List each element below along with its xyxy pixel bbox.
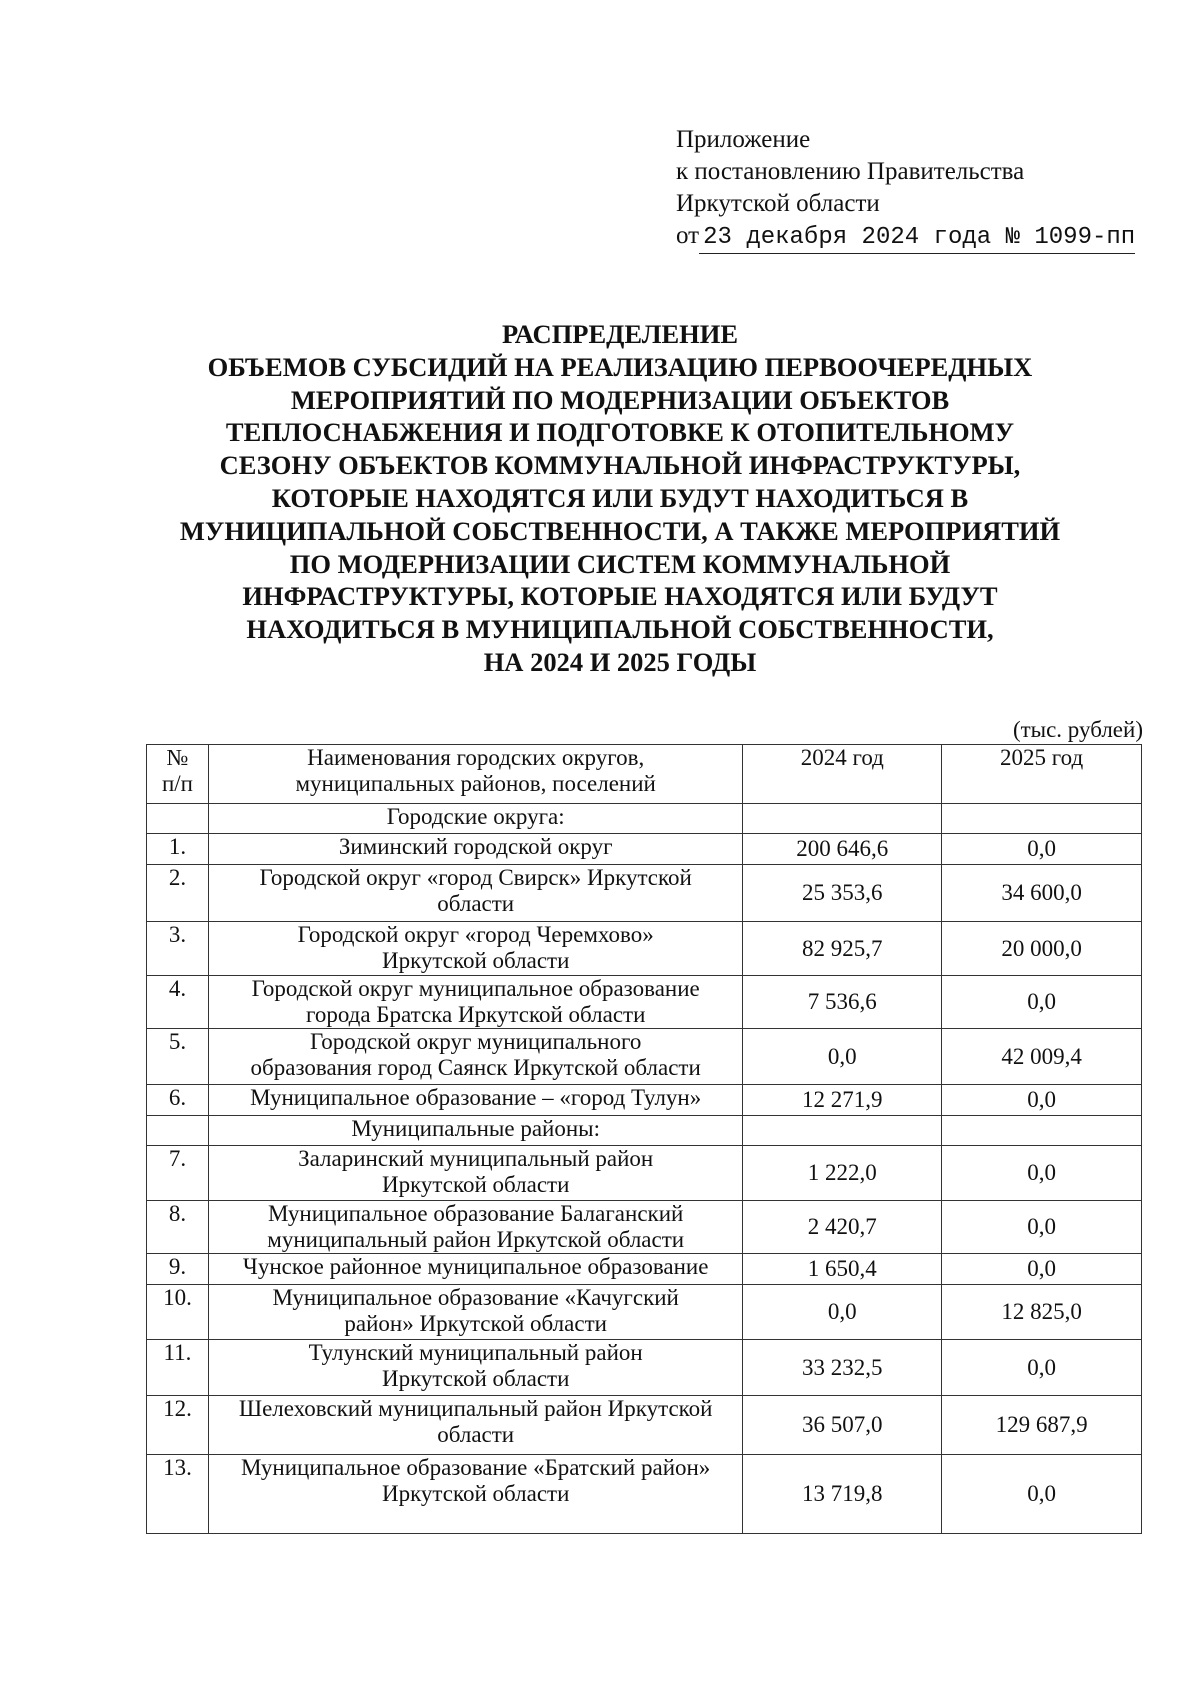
row-number: 11. — [147, 1340, 209, 1396]
value-2025: 42 009,4 — [942, 1029, 1142, 1085]
value-2024: 2 420,7 — [743, 1201, 942, 1254]
value-2024: 33 232,5 — [743, 1340, 942, 1396]
value-2025: 0,0 — [942, 1340, 1142, 1396]
municipality-name — [208, 1029, 742, 1085]
value-2024: 0,0 — [743, 1285, 942, 1340]
municipality-name-line: Заларинский муниципальный район — [298, 1146, 654, 1171]
title-line: МЕРОПРИЯТИЙ ПО МОДЕРНИЗАЦИИ ОБЪЕКТОВ — [290, 384, 950, 415]
title-line: КОТОРЫЕ НАХОДЯТСЯ ИЛИ БУДУТ НАХОДИТЬСЯ В — [271, 482, 969, 513]
municipality-name — [208, 1085, 742, 1116]
table-row — [147, 922, 1142, 976]
municipality-name — [208, 976, 742, 1029]
section-value-2025 — [942, 1116, 1142, 1146]
title-line: РАСПРЕДЕЛЕНИЕ — [501, 319, 739, 349]
row-number: 10. — [147, 1285, 209, 1340]
value-2025: 0,0 — [942, 1254, 1142, 1285]
row-number: 3. — [147, 922, 209, 976]
value-2025: 0,0 — [942, 834, 1142, 865]
section-label: Городские округа: — [208, 804, 742, 834]
municipality-name-line: Муниципальное образование «Качугский — [272, 1285, 679, 1310]
header-year-2025: 2025 год — [942, 745, 1142, 804]
table-header-row — [147, 745, 1142, 804]
subsidy-distribution-table — [146, 744, 1142, 1534]
section-value-2024 — [743, 804, 942, 834]
value-2025: 0,0 — [942, 1455, 1142, 1534]
municipality-name-line: Чунское районное муниципальное образование — [242, 1254, 709, 1279]
municipality-name — [208, 1455, 742, 1534]
value-2024: 12 271,9 — [743, 1085, 942, 1116]
municipality-name — [208, 834, 742, 865]
appendix-decree-line — [676, 220, 1135, 254]
value-2025: 0,0 — [942, 1085, 1142, 1116]
value-2025: 0,0 — [942, 976, 1142, 1029]
municipality-name — [208, 1340, 742, 1396]
municipality-name-line: Городской округ муниципального — [310, 1029, 642, 1054]
municipality-name-line: Зиминский городской округ — [338, 834, 613, 859]
municipality-name-line: Городской округ «город Черемхово» — [297, 922, 654, 947]
municipality-name-line: Иркутской области — [381, 948, 570, 973]
value-2024: 82 925,7 — [743, 922, 942, 976]
header-name-line2: муниципальных районов, поселений — [295, 771, 656, 796]
municipality-name-line: Тулунский муниципальный район — [308, 1340, 643, 1365]
table-row — [147, 976, 1142, 1029]
section-row — [147, 1116, 1142, 1146]
table-row — [147, 1146, 1142, 1201]
row-number: 4. — [147, 976, 209, 1029]
row-number: 9. — [147, 1254, 209, 1285]
value-2025: 20 000,0 — [942, 922, 1142, 976]
value-2024: 36 507,0 — [743, 1396, 942, 1455]
row-number: 12. — [147, 1396, 209, 1455]
header-name-line1: Наименования городских округов, — [307, 745, 645, 770]
table-row — [147, 1029, 1142, 1085]
header-number-abbr: п/п — [161, 771, 193, 796]
table-row — [147, 1201, 1142, 1254]
municipality-name-line: города Братска Иркутской области — [305, 1002, 646, 1027]
municipality-name — [208, 1396, 742, 1455]
section-number-cell — [147, 804, 209, 834]
municipality-name — [208, 1254, 742, 1285]
title-line: НА 2024 И 2025 ГОДЫ — [483, 646, 757, 677]
value-2024: 1 222,0 — [743, 1146, 942, 1201]
section-label: Муниципальные районы: — [208, 1116, 742, 1146]
header-year-2024: 2024 год — [743, 745, 942, 804]
municipality-name-line: области — [437, 891, 515, 916]
municipality-name-line: Шелеховский муниципальный район Иркутской — [238, 1396, 713, 1421]
municipality-name-line: Муниципальное образование – «город Тулун» — [250, 1085, 702, 1110]
row-number: 2. — [147, 865, 209, 922]
section-row — [147, 804, 1142, 834]
municipality-name-line: Иркутской области — [381, 1366, 570, 1391]
title-line: СЕЗОНУ ОБЪЕКТОВ КОММУНАЛЬНОЙ ИНФРАСТРУКТУРЫ, — [219, 450, 1021, 481]
row-number: 6. — [147, 1085, 209, 1116]
document-title — [120, 318, 1120, 679]
municipality-name-line: Иркутской области — [381, 1172, 570, 1197]
table-row — [147, 1396, 1142, 1455]
value-2025: 0,0 — [942, 1201, 1142, 1254]
title-line: ИНФРАСТРУКТУРЫ, КОТОРЫЕ НАХОДЯТСЯ ИЛИ БУДУТ — [242, 581, 998, 612]
table-row — [147, 1455, 1142, 1534]
value-2024: 7 536,6 — [743, 976, 942, 1029]
municipality-name — [208, 1146, 742, 1201]
municipality-name-line: области — [437, 1422, 515, 1447]
municipality-name-line: Иркутской области — [381, 1481, 570, 1506]
table-row — [147, 1285, 1142, 1340]
municipality-name — [208, 1201, 742, 1254]
value-2025: 12 825,0 — [942, 1285, 1142, 1340]
municipality-name — [208, 922, 742, 976]
row-number: 8. — [147, 1201, 209, 1254]
municipality-name — [208, 1285, 742, 1340]
municipality-name-line: муниципальный район Иркутской области — [267, 1227, 685, 1252]
value-2024: 1 650,4 — [743, 1254, 942, 1285]
table-row — [147, 1085, 1142, 1116]
table-row — [147, 1340, 1142, 1396]
header-number-symbol: № — [166, 745, 189, 770]
appendix-block — [676, 124, 1135, 254]
value-2025: 0,0 — [942, 1146, 1142, 1201]
municipality-name-line: Муниципальное образование Балаганский — [268, 1201, 684, 1226]
decree-date-number: 23 декабря 2024 года № 1099-пп — [699, 224, 1135, 254]
units-label: (тыс. рублей) — [1012, 717, 1143, 742]
value-2024: 25 353,6 — [743, 865, 942, 922]
row-number: 13. — [147, 1455, 209, 1534]
municipality-name — [208, 865, 742, 922]
table-row — [147, 1254, 1142, 1285]
value-2025: 34 600,0 — [942, 865, 1142, 922]
municipality-name-line: образования город Саянск Иркутской области — [250, 1055, 701, 1080]
value-2025: 129 687,9 — [942, 1396, 1142, 1455]
table-row — [147, 865, 1142, 922]
appendix-decree-ref: к постановлению Правительства — [676, 158, 1025, 185]
municipality-name-line: Городской округ муниципальное образование — [251, 976, 700, 1001]
decree-prefix: от — [676, 222, 700, 249]
value-2024: 0,0 — [743, 1029, 942, 1085]
section-value-2024 — [743, 1116, 942, 1146]
municipality-name-line: район» Иркутской области — [344, 1311, 607, 1336]
appendix-label: Приложение — [676, 126, 811, 153]
section-value-2025 — [942, 804, 1142, 834]
appendix-region: Иркутской области — [676, 190, 880, 217]
header-number — [147, 745, 209, 804]
row-number: 5. — [147, 1029, 209, 1085]
municipality-name-line: Муниципальное образование «Братский район» — [241, 1455, 711, 1480]
title-line: ТЕПЛОСНАБЖЕНИЯ И ПОДГОТОВКЕ К ОТОПИТЕЛЬНОМУ — [225, 417, 1015, 448]
table-row — [147, 834, 1142, 865]
title-line: МУНИЦИПАЛЬНОЙ СОБСТВЕННОСТИ, А ТАКЖЕ МЕРОПРИЯТИЙ — [179, 515, 1061, 546]
row-number: 7. — [147, 1146, 209, 1201]
header-name — [208, 745, 742, 804]
title-line: ОБЪЕМОВ СУБСИДИЙ НА РЕАЛИЗАЦИЮ ПЕРВООЧЕРЕДНЫХ — [207, 351, 1033, 382]
title-line: ПО МОДЕРНИЗАЦИИ СИСТЕМ КОММУНАЛЬНОЙ — [289, 548, 951, 579]
section-number-cell — [147, 1116, 209, 1146]
row-number: 1. — [147, 834, 209, 865]
value-2024: 13 719,8 — [743, 1455, 942, 1534]
municipality-name-line: Городской округ «город Свирск» Иркутской — [259, 865, 692, 890]
title-line: НАХОДИТЬСЯ В МУНИЦИПАЛЬНОЙ СОБСТВЕННОСТИ, — [246, 614, 994, 645]
value-2024: 200 646,6 — [743, 834, 942, 865]
